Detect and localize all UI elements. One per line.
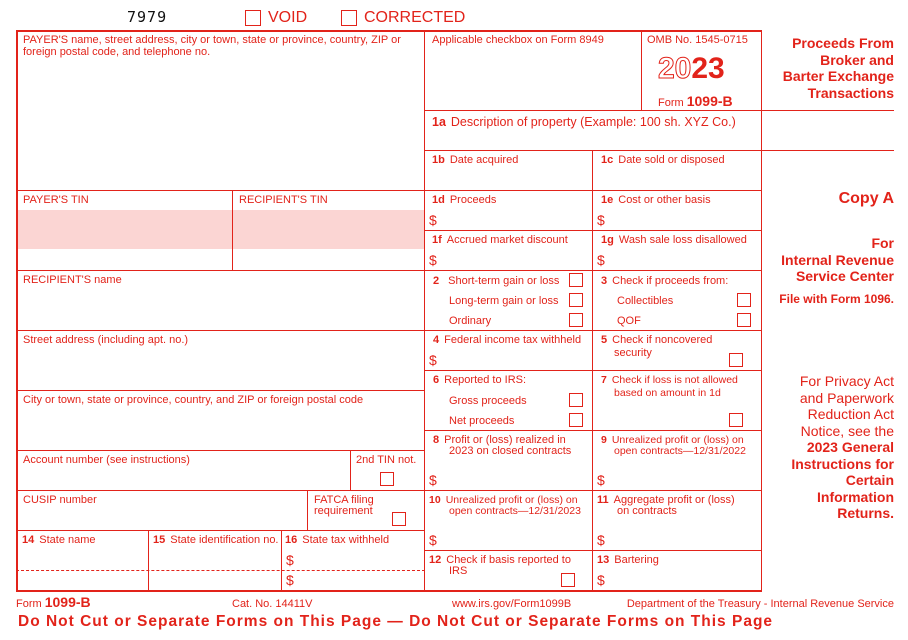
handwritten-number: 7979 <box>127 8 168 26</box>
box-15-label: 15 State identification no. <box>153 534 279 546</box>
recipient-tin-label: RECIPIENT'S TIN <box>239 194 328 206</box>
box-10-label-1: 10 Unrealized profit or (loss) on <box>429 494 578 506</box>
box-12-label-2: IRS <box>449 565 468 577</box>
box-1f-label: 1f Accrued market discount <box>432 234 568 246</box>
box-10-label-2: open contracts—12/31/2023 <box>449 505 581 517</box>
recipient-name-label: RECIPIENT'S name <box>23 274 122 286</box>
corrected-label: CORRECTED <box>364 9 466 26</box>
box-6-gross-label: Gross proceeds <box>449 395 527 407</box>
box-16-label: 16 State tax withheld <box>285 534 390 546</box>
corrected-checkbox[interactable] <box>341 10 357 26</box>
box-16-dollar-2: $ <box>286 572 294 588</box>
tax-year: 2023 <box>658 52 725 85</box>
box-1g-label: 1g Wash sale loss disallowed <box>601 234 747 246</box>
box-11-dollar: $ <box>597 532 605 548</box>
void-checkbox[interactable] <box>245 10 261 26</box>
privacy-notice: For Privacy Act and Paperwork Reduction Act Notice, see the 2023 General Instructions for Certain Information Returns. <box>791 373 894 521</box>
street-address-label: Street address (including apt. no.) <box>23 334 189 346</box>
box-7-checkbox[interactable] <box>729 413 743 427</box>
cusip-label: CUSIP number <box>23 494 97 506</box>
box-1e-label: 1e Cost or other basis <box>601 194 711 206</box>
box-1c-label: 1c Date sold or disposed <box>601 154 725 166</box>
fatca-label-1: FATCA filing <box>314 494 374 506</box>
payer-name-label: PAYER'S name, street address, city or town, state or province, country, ZIP or foreign postal code, and telephone no. <box>23 34 401 58</box>
box-2-short-label: 2 Short-term gain or loss <box>433 275 560 287</box>
for-irs-label: For Internal Revenue Service Center <box>781 235 894 284</box>
box-9-label-2: open contracts—12/31/2022 <box>614 445 746 457</box>
box-13-label: 13 Bartering <box>597 554 659 566</box>
footer-warning: Do Not Cut or Separate Forms on This Page — Do Not Cut or Separate Forms on This Page <box>18 613 774 630</box>
box-2-short-checkbox[interactable] <box>569 273 583 287</box>
footer-cat-number: Cat. No. 14411V <box>232 598 313 610</box>
box-7-label-2: based on amount in 1d <box>614 387 721 399</box>
box-1a-label: 1a Description of property (Example: 100 sh. XYZ Co.) <box>432 115 736 129</box>
box-3-label: 3 Check if proceeds from: <box>601 275 729 287</box>
box-5-label-2: security <box>614 347 652 359</box>
box-1g-dollar: $ <box>597 252 605 268</box>
footer-form-name: Form 1099-B <box>16 594 91 610</box>
header-form-name: Form 1099-B <box>658 93 733 109</box>
box-8-dollar: $ <box>429 472 437 488</box>
box-2-long-checkbox[interactable] <box>569 293 583 307</box>
account-number-label: Account number (see instructions) <box>23 454 190 466</box>
box-14-label: 14 State name <box>22 534 96 546</box>
box-6-net-checkbox[interactable] <box>569 413 583 427</box>
box-6-gross-checkbox[interactable] <box>569 393 583 407</box>
box-3-collectibles-checkbox[interactable] <box>737 293 751 307</box>
box-8-label-1: 8 Profit or (loss) realized in <box>433 434 566 446</box>
box-11-label-1: 11 Aggregate profit or (loss) <box>597 494 735 506</box>
box-3-qof-checkbox[interactable] <box>737 313 751 327</box>
box-7-label-1: 7 Check if loss is not allowed <box>601 374 738 386</box>
box-1d-label: 1d Proceeds <box>432 194 497 206</box>
box-1e-dollar: $ <box>597 212 605 228</box>
box-3-qof-label: QOF <box>617 315 641 327</box>
box-9-dollar: $ <box>597 472 605 488</box>
footer-department: Department of the Treasury - Internal Revenue Service <box>626 598 894 610</box>
box-5-checkbox[interactable] <box>729 353 743 367</box>
tin-shaded-area <box>16 210 425 249</box>
box-1b-label: 1b Date acquired <box>432 154 519 166</box>
box-8-label-2: 2023 on closed contracts <box>449 445 572 457</box>
second-tin-checkbox[interactable] <box>380 472 394 486</box>
box-1f-dollar: $ <box>429 252 437 268</box>
omb-number: OMB No. 1545-0715 <box>647 34 748 46</box>
void-label: VOID <box>268 9 308 26</box>
second-tin-label: 2nd TIN not. <box>356 454 417 466</box>
box-2-ordinary-label: Ordinary <box>449 315 492 327</box>
form-title: Proceeds From Broker and Barter Exchange Transactions <box>782 35 894 101</box>
payer-tin-label: PAYER'S TIN <box>23 194 89 206</box>
box-4-dollar: $ <box>429 352 437 368</box>
city-label: City or town, state or province, country, and ZIP or foreign postal code <box>23 394 364 406</box>
fatca-label-2: requirement <box>314 505 373 517</box>
box-5-label-1: 5 Check if noncovered <box>601 334 713 346</box>
box-12-checkbox[interactable] <box>561 573 575 587</box>
fatca-checkbox[interactable] <box>392 512 406 526</box>
box-11-label-2: on contracts <box>617 505 677 517</box>
file-with-label: File with Form 1096. <box>779 292 894 306</box>
copy-a-label: Copy A <box>838 190 894 207</box>
box-4-label: 4 Federal income tax withheld <box>433 334 582 346</box>
footer-url: www.irs.gov/Form1099B <box>452 598 572 610</box>
box-1d-dollar: $ <box>429 212 437 228</box>
box-10-dollar: $ <box>429 532 437 548</box>
applicable-checkbox-label: Applicable checkbox on Form 8949 <box>432 34 604 46</box>
box-6-label: 6 Reported to IRS: <box>433 374 527 386</box>
box-2-long-label: Long-term gain or loss <box>449 295 559 307</box>
box-16-dollar-1: $ <box>286 552 294 568</box>
box-13-dollar: $ <box>597 572 605 588</box>
box-3-collectibles-label: Collectibles <box>617 295 674 307</box>
box-12-label-1: 12 Check if basis reported to <box>429 554 571 566</box>
box-9-label-1: 9 Unrealized profit or (loss) on <box>601 434 744 446</box>
box-2-ordinary-checkbox[interactable] <box>569 313 583 327</box>
box-6-net-label: Net proceeds <box>449 415 515 427</box>
